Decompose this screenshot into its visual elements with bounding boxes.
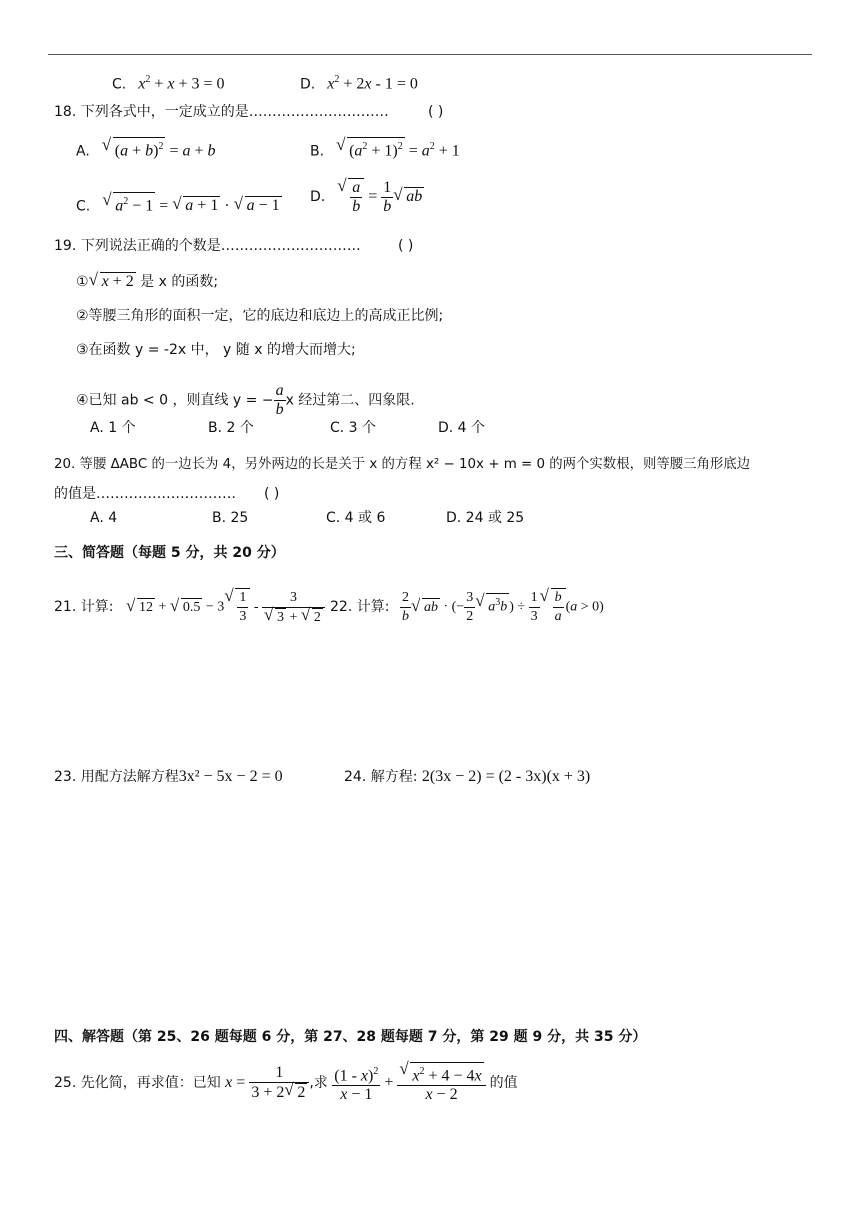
q21-expression: √ 12 + √ 0.5 − 3 √ $\frac{1}{3}$ - 3 √ 3 + √ 2: [126, 588, 325, 627]
q19-option-c: C. 3 个: [330, 420, 377, 436]
header-rule: [48, 54, 812, 55]
q22-expression: $\frac{2}{b}$ √ ab · (− $\frac{3}{2}$ √ $a^3b$ ) ÷ $\frac{1}{3}$ √ $\frac{b}{a}$ (a > 0): [400, 588, 604, 626]
q25-problem: 25. 先化简，再求值：已知 x = $\frac{1}{3 + 2√ 2}$ ,求 $\frac{(1 - x)^2}{x - 1}$ + √ $\frac{x^2 + 4 - 4x}{x - 2}$ 的值: [54, 1062, 518, 1104]
q18-option-c: C. √ $a^2 - 1$ = √ a + 1 · √ a − 1: [76, 192, 282, 216]
q19-option-d: D. 4 个: [438, 420, 486, 436]
q20-option-b: B. 25: [212, 510, 249, 526]
q19-statement-4: ④已知 ab < 0 ，则直线 y = − $\frac{a}{b}$ x 经过第二、四象限.: [76, 382, 415, 418]
q19-statement-2: ②等腰三角形的面积一定，它的底边和底边上的高成正比例;: [76, 308, 444, 324]
q19-statement-3: ③在函数 y = -2x 中， y 随 x 的增大而增大;: [76, 342, 356, 358]
q20-option-d: D. 24 或 25: [446, 510, 525, 526]
q17-option-d: D. $x^2 + 2x - 1 = 0$: [300, 74, 418, 93]
q18-option-a: A. √ $(a + b)^2 = a + b$: [76, 137, 216, 161]
section-3-title: 三、简答题（每题 5 分，共 20 分）: [54, 545, 285, 561]
q24-equation: 2(3x − 2) = (2 - 3x)(x + 3): [421, 768, 591, 785]
q20-option-c: C. 4 或 6: [326, 510, 386, 526]
q21-label: 21. 计算:: [54, 599, 114, 615]
q19-option-b: B. 2 个: [208, 420, 254, 436]
section-4-title: 四、解答题（第 25、26 题每题 6 分，第 27、28 题每题 7 分，第 29 题 9 分，共 35 分）: [54, 1029, 647, 1045]
q19-option-a: A. 1 个: [90, 420, 136, 436]
q23-equation: 3x² − 5x − 2 = 0: [178, 768, 283, 785]
q22-label: 22. 计算:: [330, 599, 390, 615]
q24-label: 24. 解方程: 2(3x − 2) = (2 - 3x)(x + 3): [344, 768, 591, 785]
q20-option-a: A. 4: [90, 510, 118, 526]
q20-stem-line2: 的值是…………………………: [54, 486, 236, 502]
q20-stem-line1: 20. 等腰 ΔABC 的一边长为 4，另外两边的长是关于 x 的方程 x² − 10x + m = 0 的两个实数根，则等腰三角形底边: [54, 457, 751, 472]
q18-option-d: D. √ $\frac{a}{b}$ = $\frac{1}{b}$ √ ab: [310, 178, 424, 216]
q25-expression: $\frac{(1 - x)^2}{x - 1}$ + √ $\frac{x^2 + 4 - 4x}{x - 2}$: [332, 1074, 489, 1091]
q25-x-value: x = $\frac{1}{3 + 2√ 2}$: [225, 1074, 309, 1091]
q18-answer-paren: ( ): [428, 104, 444, 120]
q17-option-c: C. $x^2 + x + 3 = 0$: [112, 74, 225, 93]
q19-statement-1: ①√ x + 2 是 x 的函数;: [76, 272, 218, 292]
q19-answer-paren: ( ): [398, 238, 414, 254]
q23-label: 23. 用配方法解方程3x² − 5x − 2 = 0: [54, 768, 283, 785]
q20-answer-paren: ( ): [264, 486, 280, 502]
q19-stem: 19. 下列说法正确的个数是…………………………: [54, 238, 361, 254]
q18-stem: 18. 下列各式中，一定成立的是…………………………: [54, 104, 389, 120]
q18-option-b: B. √ $(a^2 + 1)^2 = a^2 + 1$: [310, 137, 460, 161]
